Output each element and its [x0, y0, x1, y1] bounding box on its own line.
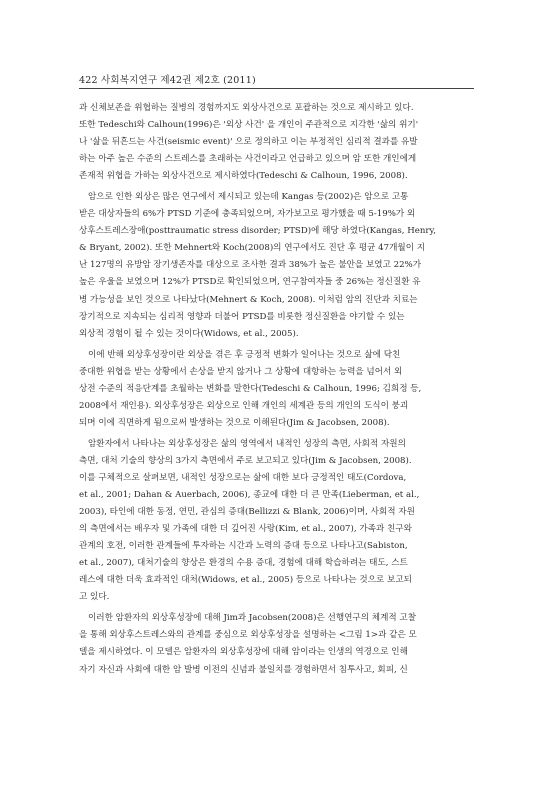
text-line: 자기 자신과 사회에 대한 암 발병 이전의 신념과 불일치를 경험하면서 침투사고, 회피, 신	[79, 664, 408, 675]
text-line: 상전 수준의 적응단계를 초월하는 변화를 말한다(Tedeschi & Calhoun, 1996; 김희정 등,	[79, 383, 422, 394]
text-line: 2003), 타인에 대한 동정, 연민, 관심의 증대(Bellizzi & Blank, 2006)이며, 사회적 자원	[79, 507, 415, 518]
text-line: 난 127명의 유방암 장기생존자를 대상으로 조사한 결과 38%가 높은 불안을 보였고 22%가	[79, 260, 422, 271]
text-line: 암환자에서 나타나는 외상후성장은 삶의 영역에서 내적인 성장의 측면, 사회적 자원의	[88, 438, 406, 449]
header-divider	[79, 88, 474, 89]
text-line: 이를 구체적으로 살펴보면, 내적인 성장으로는 삶에 대한 보다 긍정적인 태도(Cordova,	[79, 472, 407, 483]
text-line: 받은 대상자들의 6%가 PTSD 기준에 충족되었으며, 자가보고로 평가했을 때 5-19%가 외	[79, 209, 416, 220]
text-line: 관계의 호전, 이러한 관계들에 투자하는 시간과 노력의 증대 등으로 나타나고(Sabiston,	[79, 541, 408, 552]
paragraph	[79, 610, 474, 678]
text-line: 상후스트레스장애(posttraumatic stress disorder; PTSD)에 해당 하였다(Kangas, Henry,	[79, 226, 436, 237]
text-line: 높은 우울을 보였으며 12%가 PTSD로 확인되었으며, 연구참여자들 중 26%는 정신질환 유	[79, 277, 421, 288]
paragraph	[79, 100, 474, 185]
text-line: 외상적 경험이 될 수 있는 것이다(Widows, et al., 2005).	[79, 328, 299, 339]
text-line: 과 신체보존을 위협하는 질병의 경험까지도 외상사건으로 포괄하는 것으로 제시하고 있다.	[79, 103, 414, 113]
paragraph	[79, 189, 474, 342]
text-line: 고 있다.	[79, 592, 110, 603]
text-line: 존재적 위협을 가하는 외상사건으로 제시하였다(Tedeschi & Calhoun, 1996, 2008).	[79, 171, 408, 182]
text-line: 암으로 인한 외상은 많은 연구에서 제시되고 있는데 Kangas 등(2002)은 암으로 고통	[88, 192, 409, 203]
text-line: 하는 아주 높은 수준의 스트레스를 초래하는 사건이라고 언급하고 있으며 암 또한 개인에게	[79, 154, 417, 165]
running-header: 422 사회복지연구 제42권 제2호 (2011)	[79, 75, 256, 86]
text-line: 중대한 위협을 받는 상황에서 손상을 받지 않거나 그 상황에 대항하는 능력을 넘어서 외	[79, 366, 403, 377]
text-line: 되며 이에 직면하게 됨으로써 발생하는 것으로 이해된다(Jim & Jacobsen, 2008).	[79, 417, 390, 428]
body-text	[79, 100, 474, 790]
paragraph	[79, 436, 474, 606]
text-line: 장기적으로 지속되는 심리적 영향과 더불어 PTSD를 비롯한 정신질환을 야기할 수 있는	[79, 311, 405, 322]
text-line: 나 '삶을 뒤흔드는 사건(seismic event)' 으로 정의하고 이는 부정적인 심리적 결과를 유발	[79, 137, 418, 148]
text-line: 측면, 대처 기술의 향상의 3가지 측면에서 주로 보고되고 있다(Jim & Jacobsen, 2008).	[79, 455, 412, 466]
text-line: 이에 반해 외상후성장이란 외상을 겪은 후 긍정적 변화가 일어나는 것으로 삶에 닥친	[88, 349, 401, 360]
text-line: 의 측면에서는 배우자 및 가족에 대한 더 깊어진 사랑(Kim, et al., 2007), 가족과 친구와	[79, 524, 412, 535]
text-line: & Bryant, 2002). 또한 Mehnert와 Koch(2008)의 연구에서도 진단 후 평균 47개월이 지	[79, 243, 426, 254]
text-line: 델을 제시하였다. 이 모델은 암환자의 외상후성장에 대해 암이라는 인생의 역경으로 인해	[79, 647, 408, 658]
text-line: 이러한 암환자의 외상후성장에 대해 Jim과 Jacobsen(2008)은 선행연구의 체계적 고찰	[88, 613, 417, 624]
text-line: 을 통해 외상후스트레스와의 관계를 중심으로 외상후성장을 설명하는 <그림 1>과 같은 모	[79, 630, 417, 641]
text-line: 병 가능성을 보인 것으로 나타났다(Mehnert & Koch, 2008). 이처럼 암의 진단과 치료는	[79, 294, 418, 305]
text-line: 2008에서 재인용). 외상후성장은 외상으로 인해 개인의 세계관 등의 개인의 도식이 붕괴	[79, 400, 409, 411]
text-line: 또한 Tedeschi와 Calhoun(1996)은 '외상 사건' 을 개인이 주관적으로 지각한 '삶의 위기'	[79, 120, 419, 131]
text-line: et al., 2007), 대처기술의 향상은 환경의 수용 증대, 경험에 대해 학습하려는 태도, 스트	[79, 558, 408, 569]
text-line: et al., 2001; Dahan & Auerbach, 2006), 종교에 대한 더 큰 만족(Lieberman, et al.,	[79, 490, 420, 501]
paragraph	[79, 347, 474, 432]
text-line: 레스에 대한 더욱 효과적인 대처(Widows, et al., 2005) 등으로 나타나는 것으로 보고되	[79, 575, 412, 586]
